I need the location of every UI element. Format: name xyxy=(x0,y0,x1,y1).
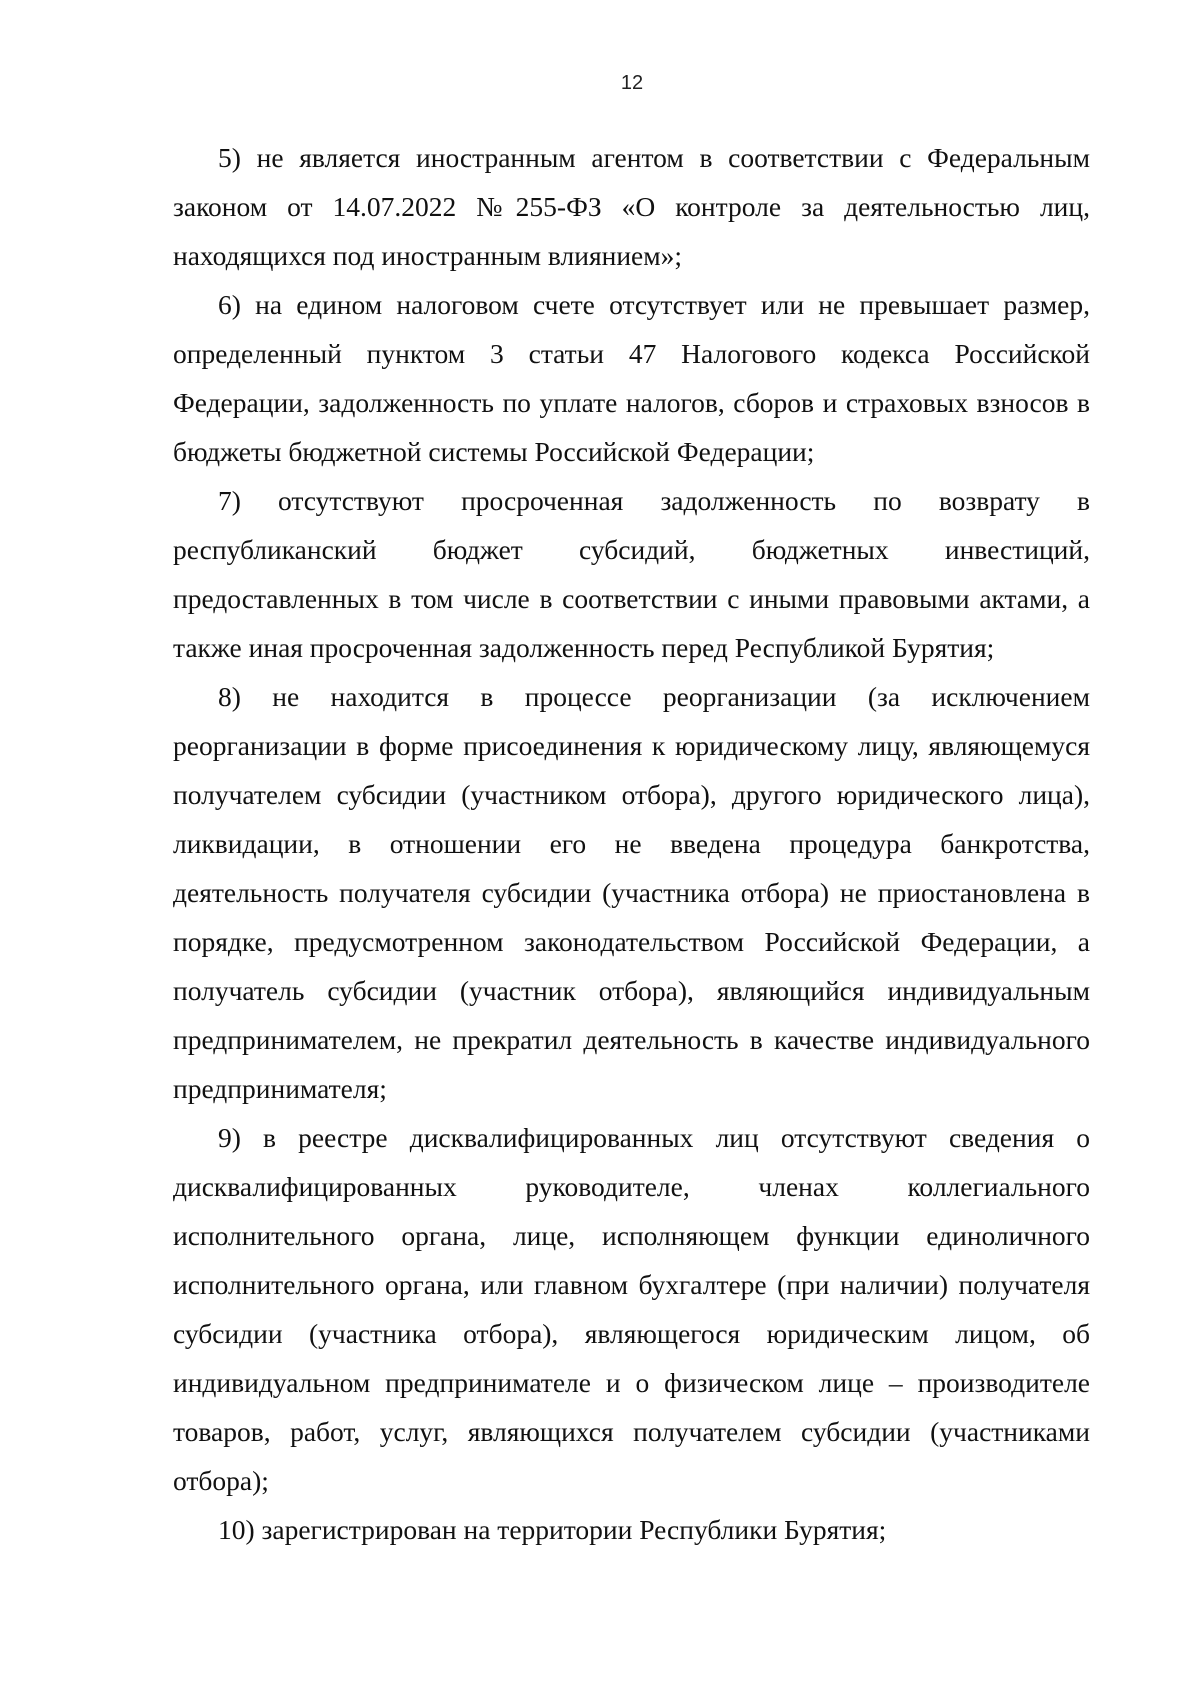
clause-9: 9) в реестре дисквалифицированных лиц отсутствуют сведения о дисквалифицированных руководителе, членах коллегиального исполнительного органа, лице, исполняющем функции единоличного исполнительного органа, или главном бухгалтере (при наличии) получателя субсидии (участника отбора), являющегося юридическим лицом, об индивидуальном предпринимателе и о физическом лице – производителе товаров, работ, услуг, являющихся получателем субсидии (участниками отбора); xyxy=(173,1122,1097,1496)
clause-6: 6) на едином налоговом счете отсутствует или не превышает размер, определенный пунктом 3 статьи 47 Налогового кодекса Российской Федерации, задолженность по уплате налогов, сборов и страховых взносов в бюджеты бюджетной системы Российской Федерации; xyxy=(173,289,1097,467)
clause-7: 7) отсутствуют просроченная задолженность по возврату в республиканский бюджет субсидий, бюджетных инвестиций, предоставленных в том числе в соответствии с иными правовыми актами, а также иная просроченная задолженность перед Республикой Бурятия; xyxy=(173,485,1097,663)
clause-10: 10) зарегистрирован на территории Республики Бурятия; xyxy=(218,1514,887,1545)
page-number: 12 xyxy=(620,72,644,94)
clause-8: 8) не находится в процессе реорганизации (за исключением реорганизации в форме присоединения к юридическому лицу, являющемуся получателем субсидии (участником отбора), другого юридического лица), ликвидации, в отношении его не введена процедура банкротства, деятельность получателя субсидии (участника отбора) не приостановлена в порядке, предусмотренном законодательством Российской Федерации, а получатель субсидии (участник отбора), являющийся индивидуальным предпринимателем, не прекратил деятельность в качестве индивидуального предпринимателя; xyxy=(173,681,1097,1104)
clause-5: 5) не является иностранным агентом в соответствии с Федеральным законом от 14.07.2022 №255-ФЗ «О контроле за деятельностью лиц, находящихся под иностранным влиянием»; xyxy=(173,142,1097,271)
document-body xyxy=(173,133,1097,1554)
